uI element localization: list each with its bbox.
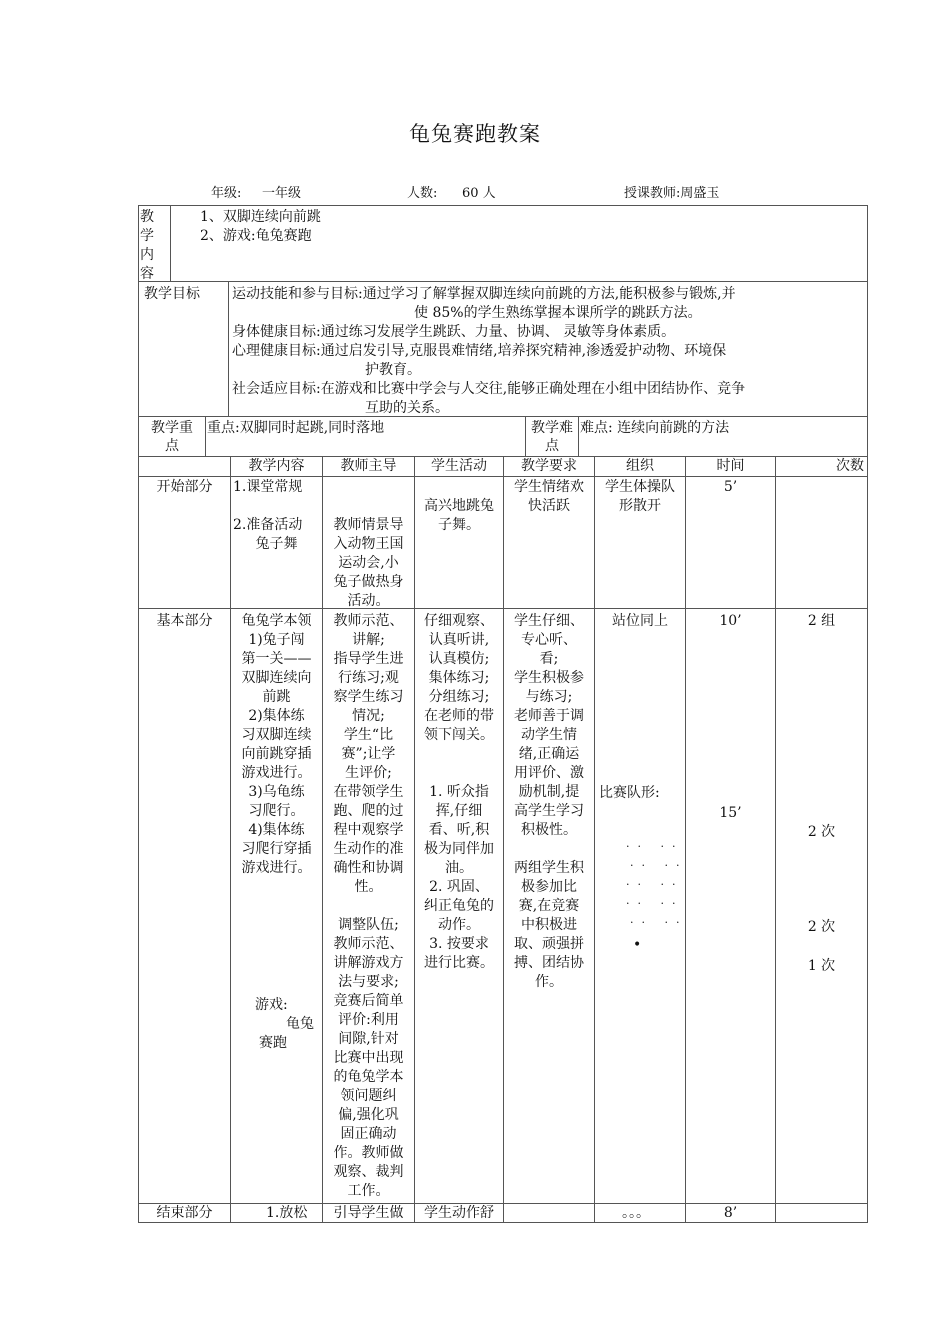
basic-content-line: 习爬行。: [248, 803, 305, 819]
basic-teacher-line: 工作。: [347, 1183, 390, 1199]
basic-game-3: 赛跑: [259, 1035, 287, 1051]
basic-req-line: [504, 840, 594, 859]
content-item-1: 1、双脚连续向前跳: [200, 209, 321, 225]
basic-teacher-line: 作。教师做: [333, 1145, 404, 1161]
basic-student-line: [415, 745, 503, 764]
end-content: 1.放松: [266, 1205, 308, 1221]
focus-label-1: 教学重: [151, 420, 193, 436]
basic-req-line: 学生仔细、: [514, 613, 584, 629]
basic-req-line: 看;: [539, 651, 559, 667]
count-value: 60 人: [462, 186, 496, 201]
basic-teacher-line: 察学生练习: [333, 689, 404, 705]
basic-time-1: 10’: [719, 613, 742, 629]
basic-content-line: 前跳: [262, 689, 291, 705]
basic-teacher-line: 竞赛后简单: [333, 993, 404, 1009]
basic-req-line: 高学生学习: [514, 803, 584, 819]
goal-2: 身体健康目标:通过练习发展学生跳跃、力量、协调、 灵敏等身体素质。: [232, 324, 676, 340]
basic-teacher-line: 观察、裁判: [333, 1164, 404, 1180]
basic-teacher-line: 的龟兔学本: [333, 1069, 404, 1085]
basic-teacher-line: 固正确动: [340, 1126, 397, 1142]
basic-req-line: 作。: [535, 974, 563, 990]
header-content: 教学内容: [248, 458, 305, 474]
basic-content-line: 习爬行穿插: [241, 841, 312, 857]
content-item-2: 2、游戏:龟兔赛跑: [200, 228, 312, 244]
basic-content-line: 龟兔学本领: [241, 613, 312, 629]
basic-student-line: 动作。: [438, 917, 480, 933]
content-label-4: 容: [140, 266, 154, 282]
basic-content-line: 2)集体练: [248, 708, 305, 724]
goal-1-line-2: 使 85%的学生熟练掌握本课所学的跳跃方法。: [414, 305, 702, 321]
section-start: 开始部分: [156, 479, 213, 495]
basic-teacher-line: 行练习;观: [338, 670, 399, 686]
basic-count-3: 2 次: [807, 919, 836, 935]
section-basic: 基本部分: [156, 613, 213, 629]
basic-req-line: 中积极进: [521, 917, 577, 933]
focus-label-2: 点: [165, 438, 179, 454]
basic-teacher-line: 确性和协调: [333, 860, 404, 876]
start-student-2: 子舞。: [438, 517, 480, 533]
basic-org-2: 比赛队形:: [599, 785, 660, 801]
start-teacher-line: 兔子做热身: [333, 574, 404, 590]
goal-4-line-2: 互助的关系。: [365, 400, 449, 416]
basic-teacher-line: 情况;: [352, 708, 385, 724]
content-label-1: 教: [140, 209, 154, 225]
goal-3-line-1: 心理健康目标:通过启发引导,克服畏难情绪,培养探究精神,渗透爱护动物、环境保: [232, 343, 727, 359]
basic-content-line: 习双脚连续: [241, 727, 312, 743]
start-content-1: 1.课堂常规: [233, 479, 303, 495]
basic-student-line: [415, 764, 503, 783]
basic-content: [231, 612, 322, 878]
basic-student-line: 领下闯关。: [424, 727, 494, 743]
basic-req-line: 老师善于调: [514, 708, 584, 724]
basic-req-line: 取、顽强拼: [514, 936, 584, 952]
basic-teacher-line: 比赛中出现: [333, 1050, 404, 1066]
start-teacher-line: 教师情景导: [333, 517, 404, 533]
basic-teacher-line: 教师示范、: [333, 613, 404, 629]
basic-req-line: 搏、团结协: [514, 955, 584, 971]
basic-req-line: 极参加比: [521, 879, 577, 895]
content-label-2: 学: [140, 228, 154, 244]
basic-student-line: 纠正龟兔的: [424, 898, 494, 914]
start-content-2: 2.准备活动: [233, 517, 303, 533]
start-student-1: 高兴地跳兔: [424, 498, 494, 514]
basic-req-line: 积极性。: [521, 822, 577, 838]
teacher-info: 授课教师:周盛玉: [624, 186, 720, 201]
basic-student: [415, 612, 503, 973]
basic-teacher-line: [323, 897, 414, 916]
header-student: 学生活动: [431, 458, 487, 474]
goal-3-line-2: 护教育。: [365, 362, 421, 378]
basic-content-line: 1)兔子闯: [248, 632, 305, 648]
basic-student-line: 看、听,积: [428, 822, 490, 838]
basic-teacher-line: 评价:利用: [338, 1012, 399, 1028]
start-teacher-line: 入动物王国: [333, 536, 404, 552]
basic-req-line: 励机制,提: [518, 784, 580, 800]
basic-req-line: 学生积极参: [514, 670, 584, 686]
focus-text: 重点:双脚同时起跳,同时落地: [207, 420, 385, 436]
basic-req-line: 与练习;: [525, 689, 573, 705]
basic-time-2: 15’: [719, 805, 742, 821]
basic-req-line: 专心听、: [521, 632, 577, 648]
header-time: 时间: [716, 458, 745, 474]
basic-teacher-line: 法与要求;: [338, 974, 399, 990]
basic-student-line: 1. 听众指: [429, 784, 489, 800]
count-label: 人数:: [407, 186, 438, 201]
difficulty-label-2: 点: [545, 438, 559, 454]
basic-student-line: 极为同伴加: [424, 841, 494, 857]
basic-student-line: 3. 按要求: [429, 936, 489, 952]
goal-4-line-1: 社会适应目标:在游戏和比赛中学会与人交往,能够正确处理在小组中团结协作、竞争: [232, 381, 746, 397]
basic-teacher-line: 生动作的准: [333, 841, 404, 857]
basic-teacher-line: 讲解;: [352, 632, 385, 648]
start-teacher-line: 运动会,小: [338, 555, 399, 571]
basic-teacher-line: 学生“比: [343, 727, 394, 743]
basic-content-line: 双脚连续向: [241, 670, 312, 686]
start-req-2: 快活跃: [528, 498, 570, 514]
basic-content-line: 游戏进行。: [241, 765, 312, 781]
basic-student-line: 认真模仿;: [428, 651, 490, 667]
basic-count-4: 1 次: [807, 958, 836, 974]
end-org: 。。。: [622, 1205, 650, 1221]
basic-teacher-line: 赛”;让学: [341, 746, 396, 762]
section-end: 结束部分: [156, 1205, 213, 1221]
basic-req-line: 两组学生积: [514, 860, 584, 876]
basic-student-line: 集体练习;: [428, 670, 490, 686]
basic-req-line: 动学生情: [521, 727, 577, 743]
basic-content-line: 游戏进行。: [241, 860, 312, 876]
end-time: 8’: [723, 1205, 738, 1221]
basic-teacher-line: 在带领学生: [333, 784, 404, 800]
start-teacher: [323, 516, 414, 611]
difficulty-label-1: 教学难: [531, 420, 573, 436]
basic-student-line: 在老师的带: [424, 708, 494, 724]
difficulty-text: 难点: 连续向前跳的方法: [580, 420, 730, 436]
basic-teacher-line: 性。: [354, 879, 383, 895]
grade-value: 一年级: [262, 186, 302, 201]
start-content-3: 兔子舞: [255, 536, 298, 552]
start-org-1: 学生体操队: [605, 479, 675, 495]
basic-teacher-line: 间隙,针对: [338, 1031, 399, 1047]
grade-label: 年级:: [211, 186, 242, 201]
end-teacher: 引导学生做: [333, 1205, 404, 1221]
basic-game-2: 龟兔: [286, 1016, 314, 1032]
basic-content-line: 4)集体练: [248, 822, 305, 838]
start-time: 5’: [723, 479, 738, 495]
basic-student-line: 2. 巩固、: [429, 879, 489, 895]
basic-student-line: 分组练习;: [428, 689, 490, 705]
basic-teacher-line: 调整队伍;: [338, 917, 399, 933]
basic-org-1: 站位同上: [612, 613, 668, 629]
header-teacher: 教师主导: [340, 458, 397, 474]
header-count: 次数: [836, 458, 864, 474]
basic-teacher-line: 偏,强化巩: [338, 1107, 399, 1123]
basic-count-1: 2 组: [807, 613, 836, 629]
basic-content-line: 第一关——: [241, 651, 312, 667]
basic-teacher: [323, 612, 414, 1201]
start-teacher-line: 活动。: [347, 593, 390, 609]
basic-teacher-line: 跑、爬的过: [333, 803, 404, 819]
header-organization: 组织: [626, 458, 654, 474]
basic-teacher-line: 程中观察学: [333, 822, 404, 838]
basic-student-line: 挥,仔细: [435, 803, 483, 819]
goals-label: 教学目标: [144, 286, 200, 302]
basic-content-line: 3)乌龟练: [248, 784, 305, 800]
basic-req-line: 赛,在竞赛: [518, 898, 580, 914]
basic-count-2: 2 次: [807, 824, 836, 840]
basic-req-line: 用评价、激: [514, 765, 584, 781]
basic-student-line: 进行比赛。: [424, 955, 494, 971]
basic-student-line: 仔细观察、: [424, 613, 494, 629]
basic-student-line: 认真听讲,: [428, 632, 490, 648]
basic-teacher-line: 生评价;: [345, 765, 392, 781]
basic-content-line: 向前跳穿插: [241, 746, 312, 762]
content-label-3: 内: [140, 247, 154, 263]
start-org-2: 形散开: [619, 498, 661, 514]
basic-teacher-line: 讲解游戏方: [333, 955, 404, 971]
start-req-1: 学生情绪欢: [514, 479, 584, 495]
basic-teacher-line: 指导学生进: [333, 651, 404, 667]
basic-teacher-line: 教师示范、: [333, 936, 404, 952]
basic-student-line: 油。: [445, 860, 473, 876]
bullet-icon: •: [633, 937, 642, 953]
basic-requirement: [504, 612, 594, 992]
page-title: 龟兔赛跑教案: [409, 122, 541, 146]
basic-req-line: 绪,正确运: [518, 746, 580, 762]
end-student: 学生动作舒: [424, 1205, 494, 1221]
basic-game-1: 游戏:: [255, 997, 288, 1013]
basic-teacher-line: 领问题纠: [340, 1088, 397, 1104]
goal-1-line-1: 运动技能和参与目标:通过学习了解掌握双脚连续向前跳的方法,能积极参与锻炼,并: [232, 286, 736, 302]
header-requirement: 教学要求: [521, 458, 577, 474]
